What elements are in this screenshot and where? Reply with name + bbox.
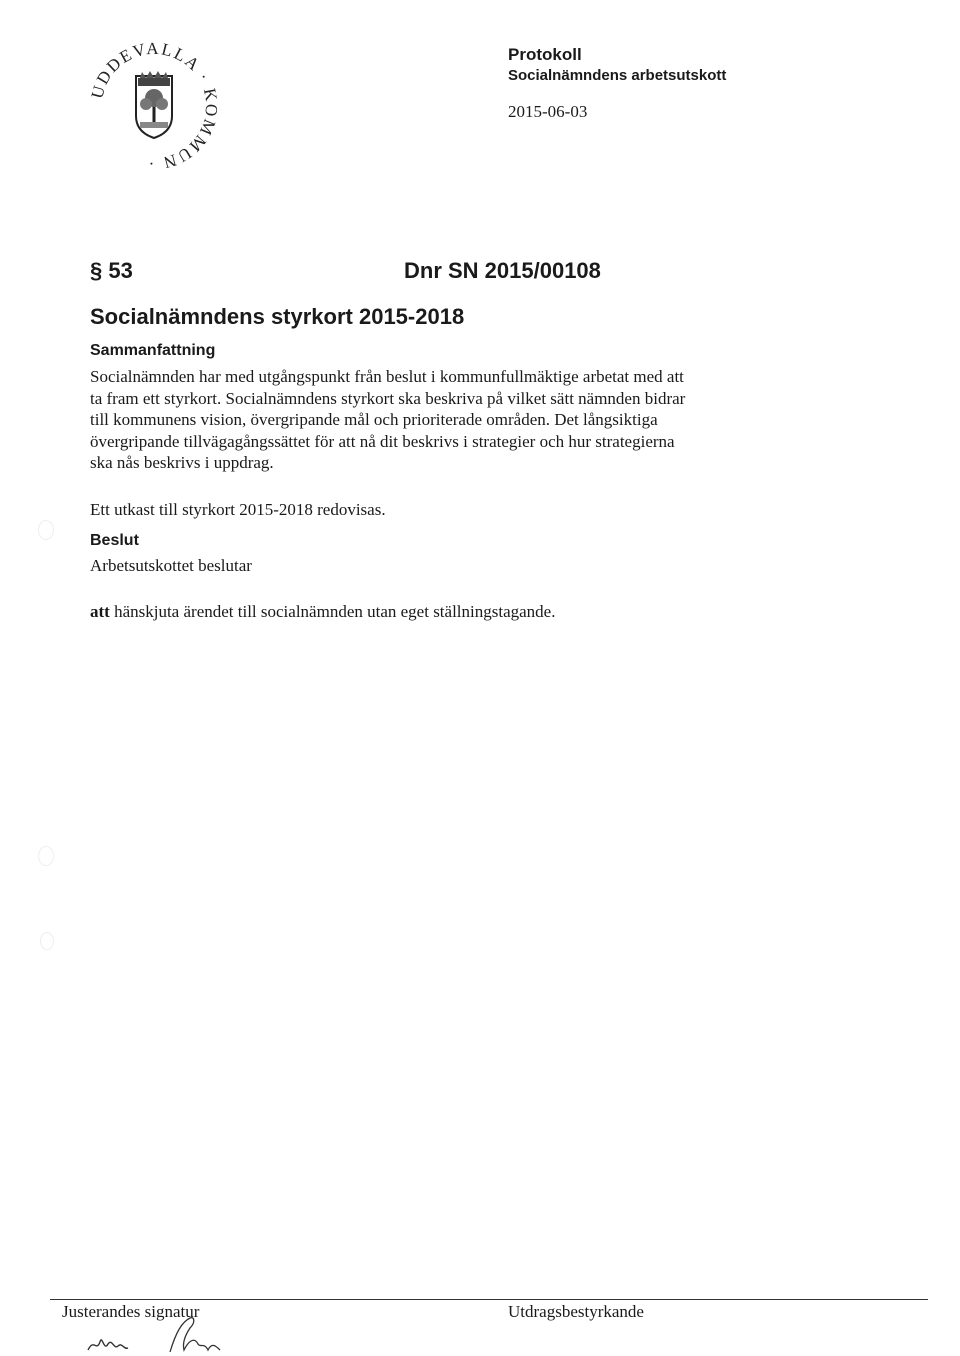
handwritten-initials: [86, 1312, 256, 1356]
municipal-seal-logo: [84, 36, 224, 176]
summary-line: Socialnämnden har med utgångspunkt från beslut i kommunfullmäktige arbetat med att: [90, 367, 684, 386]
footer-divider: [50, 1299, 928, 1300]
draft-note: Ett utkast till styrkort 2015-2018 redovisas.: [90, 500, 386, 519]
decision-intro: Arbetsutskottet beslutar: [90, 556, 252, 575]
scan-artifact: [38, 846, 54, 866]
protocol-title: Protokoll: [508, 45, 582, 64]
section-number: § 53: [90, 258, 133, 283]
decision-body: hänskjuta ärendet till socialnämnden utan eget ställningstagande.: [109, 602, 556, 621]
summary-heading: Sammanfattning: [90, 342, 216, 359]
scan-artifact: [40, 932, 54, 950]
svg-text:UDDEVALLA · KOMMUN ·: UDDEVALLA · KOMMUN ·: [87, 38, 222, 174]
summary-line: till kommunens vision, övergripande mål och prioriterade områden. Det långsiktiga: [90, 410, 658, 429]
signature-label: Justerandes signatur: [62, 1302, 200, 1321]
decision-heading: Beslut: [90, 532, 139, 549]
summary-line: ta fram ett styrkort. Socialnämndens styrkort ska beskriva på vilket sätt nämnden bidrar: [90, 388, 686, 408]
summary-line: övergripande tillvägagångssättet för att nå dit beskrivs i strategier och hur strategierna: [90, 431, 675, 451]
summary-paragraph: [90, 366, 790, 474]
decision-text: [90, 601, 790, 623]
case-title: Socialnämndens styrkort 2015-2018: [90, 304, 465, 329]
att-keyword: att: [90, 602, 110, 621]
document-header: [508, 44, 726, 122]
diary-number: Dnr SN 2015/00108: [404, 258, 601, 283]
committee-name: Socialnämndens arbetsutskott: [508, 67, 727, 84]
scan-artifact: [38, 520, 54, 540]
extract-label: Utdragsbestyrkande: [508, 1302, 644, 1321]
summary-line: ska nås beskrivs i uppdrag.: [90, 453, 274, 472]
meeting-date: 2015-06-03: [508, 102, 588, 121]
